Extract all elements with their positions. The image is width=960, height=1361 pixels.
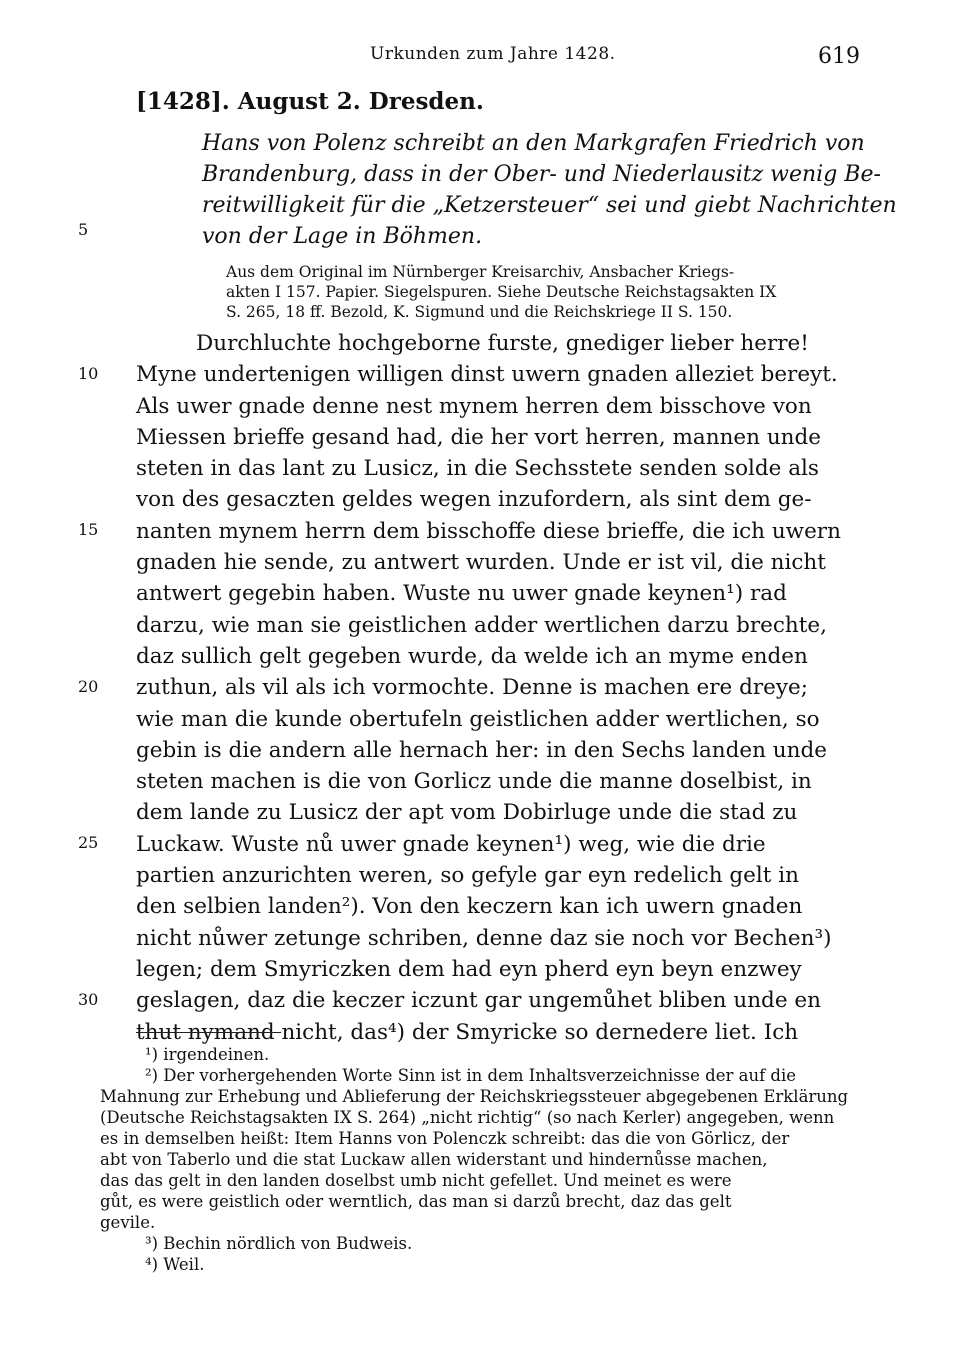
- line-number: 5: [78, 220, 89, 239]
- text-line: Myne undertenigen willigen dinst uwern gnaden alleziet bereyt.: [136, 362, 838, 388]
- source-line: Aus dem Original im Nürnberger Kreisarchiv, Ansbacher Kriegs-: [226, 263, 735, 281]
- footnote-line: (Deutsche Reichstagsakten IX S. 264) „nicht richtig“ (so nach Kerler) angegeben, wenn: [100, 1108, 835, 1127]
- footnote-line: ⁴) Weil.: [145, 1255, 205, 1274]
- line-number: 30: [78, 990, 99, 1009]
- text-line: steten in das lant zu Lusicz, in die Sechsstete senden solde als: [136, 456, 819, 482]
- source-note: [226, 262, 886, 322]
- text-line: Miessen brieffe gesand had, die her vort herren, mannen unde: [136, 424, 822, 450]
- text-line: dem lande zu Lusicz der apt vom Dobirluge unde die stad zu: [136, 800, 798, 826]
- page-number: 619: [818, 44, 860, 69]
- line-number: 10: [78, 364, 99, 383]
- footnotes: [100, 1044, 880, 1275]
- footnote-line: gevile.: [100, 1213, 156, 1232]
- text-line: darzu, wie man sie geistlichen adder wertlichen darzu brechte,: [136, 612, 827, 638]
- text-line: daz sullich gelt gegeben wurde, da welde ich an myme enden: [136, 643, 808, 669]
- text-line: Luckaw. Wuste nů uwer gnade keynen¹) weg, wie die drie: [136, 831, 766, 857]
- footnote-line: ¹) irgendeinen.: [145, 1045, 270, 1064]
- summary-line: von der Lage in Böhmen.: [202, 224, 483, 249]
- text-line: partien anzurichten weren, so gefyle gar eyn redelich gelt in: [136, 863, 799, 889]
- line-number: 20: [78, 677, 99, 696]
- source-line: akten I 157. Papier. Siegelspuren. Siehe Deutsche Reichstagsakten IX: [226, 283, 777, 301]
- text-line: steten machen is die von Gorlicz unde die manne doselbist, in: [136, 769, 812, 795]
- text-line: geslagen, daz die keczer iczunt gar ungemůhet bliben unde en: [136, 988, 821, 1014]
- text-line: zuthun, als vil als ich vormochte. Denne is machen ere dreye;: [136, 675, 808, 701]
- text-line: nanten mynem herrn dem bisschoffe diese brieffe, die ich uwern: [136, 518, 841, 544]
- footnote-line: ²) Der vorhergehenden Worte Sinn ist in dem Inhaltsverzeichnisse der auf die: [145, 1066, 797, 1085]
- footnote-line: es in demselben heißt: Item Hanns von Polenczk schreibt: das die von Görlicz, der: [100, 1129, 790, 1148]
- text-line: gnaden hie sende, zu antwert wurden. Unde er ist vil, die nicht: [136, 550, 826, 576]
- text-line: thut nymand nicht, das⁴) der Smyricke so dernedere liet. Ich: [136, 1019, 799, 1045]
- text-line: Als uwer gnade denne nest mynem herren dem bisschove von: [136, 393, 812, 419]
- text-line: von des gesaczten geldes wegen inzufordern, als sint dem ge-: [136, 487, 812, 513]
- text-line: wie man die kunde obertufeln geistlichen adder wertlichen, so: [136, 706, 820, 732]
- text-line: Durchluchte hochgeborne furste, gnediger lieber herre!: [196, 331, 809, 356]
- summary-line: reitwilligkeit für die „Ketzersteuer“ sei und giebt Nachrichten: [202, 193, 897, 218]
- running-header: Urkunden zum Jahre 1428.: [370, 44, 616, 64]
- document-heading: [1428]. August 2. Dresden.: [136, 88, 484, 115]
- footnote-line: das das gelt in den landen doselbst umb nicht gefellet. Und meinet es were: [100, 1171, 732, 1190]
- text-line: gebin is die andern alle hernach her: in den Sechs landen unde: [136, 737, 827, 763]
- footnote-line: abt von Taberlo und die stat Luckaw allen widerstant und hindernůsse machen,: [100, 1150, 768, 1169]
- source-line: S. 265, 18 ff. Bezold, K. Sigmund und die Reichskriege II S. 150.: [226, 303, 733, 321]
- summary-line: Hans von Polenz schreibt an den Markgrafen Friedrich von: [202, 131, 865, 156]
- footnote-line: gůt, es were geistlich oder werntlich, das man si darzů brecht, daz das gelt: [100, 1192, 732, 1211]
- text-line: nicht nůwer zetunge schriben, denne daz sie noch vor Bechen³): [136, 925, 832, 951]
- summary: [202, 128, 897, 252]
- letter-text: [136, 328, 866, 1048]
- footnote-divider: [136, 1032, 281, 1033]
- line-number: 25: [78, 833, 99, 852]
- text-line: antwert gegebin haben. Wuste nu uwer gnade keynen¹) rad: [136, 581, 787, 607]
- footnote-line: ³) Bechin nördlich von Budweis.: [145, 1234, 413, 1253]
- text-line: legen; dem Smyriczken dem had eyn pherd eyn beyn enzwey: [136, 956, 802, 982]
- text-line: den selbien landen²). Von den keczern kan ich uwern gnaden: [136, 894, 803, 920]
- line-number: 15: [78, 520, 99, 539]
- footnote-line: Mahnung zur Erhebung und Ablieferung der Reichskriegssteuer abgegebenen Erklärung: [100, 1087, 849, 1106]
- summary-line: Brandenburg, dass in der Ober- und Niederlausitz wenig Be-: [202, 162, 881, 187]
